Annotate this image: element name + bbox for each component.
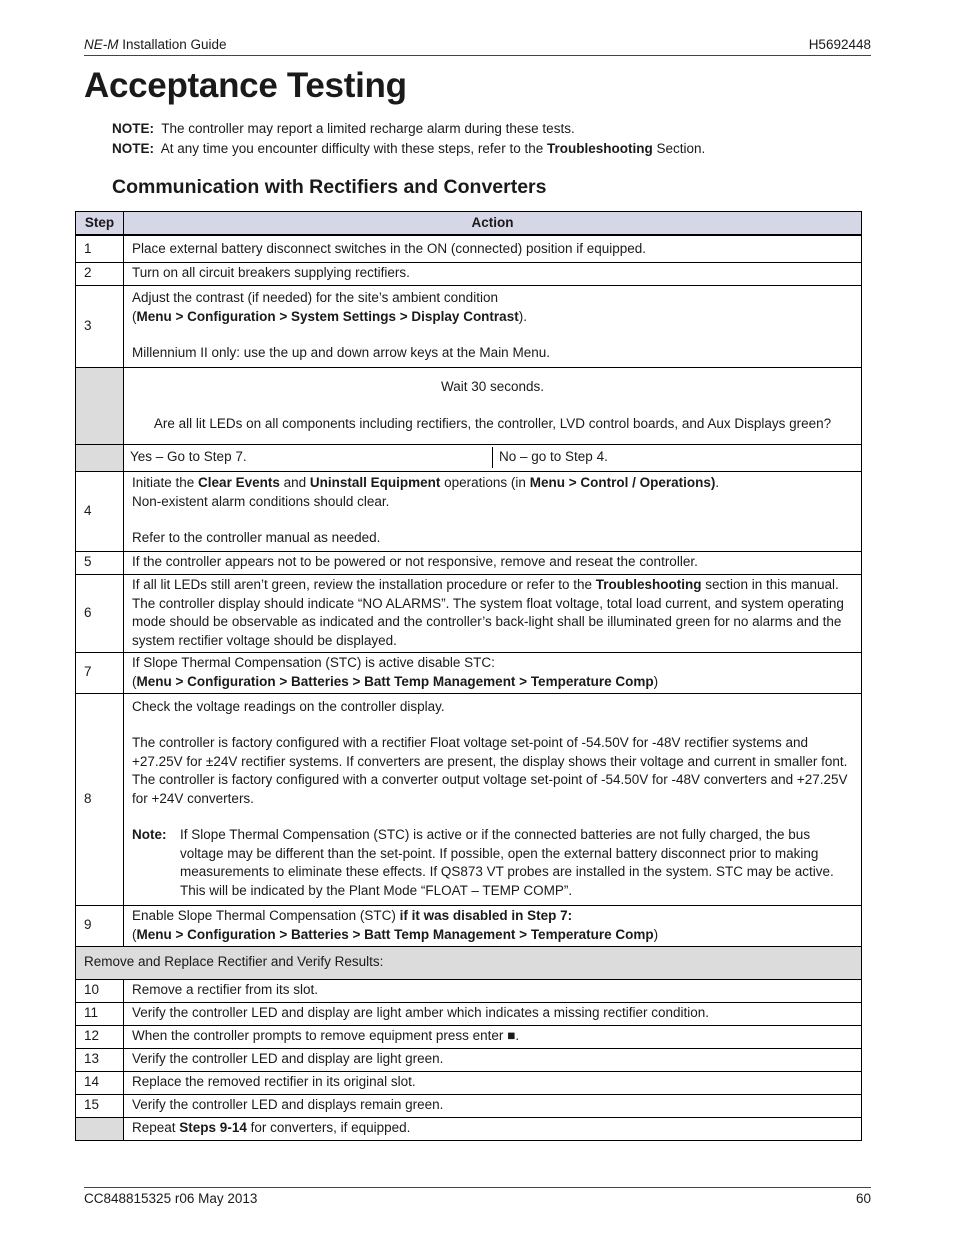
table-row — [76, 285, 862, 367]
menu-path: Menu > Control / Operations) — [529, 475, 716, 491]
table-row — [76, 693, 862, 905]
paren: ) — [653, 673, 659, 689]
note-2 — [112, 139, 705, 159]
doc-number: H5692448 — [808, 37, 871, 52]
steps-ref: Steps 9-14 — [179, 1120, 247, 1136]
section-row — [76, 946, 862, 979]
doc-reference: CC848815325 r06 May 2013 — [84, 1191, 258, 1206]
menu-path-line — [132, 308, 853, 327]
page-footer — [84, 1187, 871, 1206]
step-text: Refer to the controller manual as needed. — [132, 530, 381, 546]
table-row — [76, 574, 862, 652]
table-row — [76, 551, 862, 574]
step-action: When the controller prompts to remove equipment press enter ■. — [124, 1025, 862, 1048]
note-1 — [112, 119, 705, 139]
step-number: 15 — [76, 1094, 124, 1117]
product-name: NE-M — [84, 37, 119, 52]
uninstall-equipment-ref: Uninstall Equipment — [309, 475, 441, 491]
step-action: Replace the removed rectifier in its original slot. — [124, 1071, 862, 1094]
note-label: NOTE: — [112, 141, 154, 156]
troubleshooting-ref: Troubleshooting — [595, 577, 702, 592]
note-label: NOTE: — [112, 121, 154, 136]
step-number: 12 — [76, 1025, 124, 1048]
section-row-label: Remove and Replace Rectifier and Verify Results: — [76, 946, 862, 979]
paren: ) — [653, 926, 659, 942]
clear-events-ref: Clear Events — [198, 475, 280, 491]
step-number: 2 — [76, 262, 124, 285]
table-row — [76, 367, 862, 444]
step-text: Millennium II only: use the up and down arrow keys at the Main Menu. — [132, 345, 550, 361]
step-action: Verify the controller LED and display are light green. — [124, 1048, 862, 1071]
note-text: The controller may report a limited recharge alarm during these tests. — [161, 121, 575, 136]
step-action: Remove a rectifier from its slot. — [124, 979, 862, 1002]
menu-path-line — [132, 926, 853, 945]
page-header — [84, 37, 871, 56]
table-row — [76, 471, 862, 551]
table-row — [76, 1002, 862, 1025]
table-row — [76, 262, 862, 285]
step-number: 3 — [76, 285, 124, 367]
step-text: If Slope Thermal Compensation (STC) is active disable STC: — [132, 655, 495, 670]
text-run: operations (in — [440, 475, 530, 491]
menu-path: Menu > Configuration > System Settings > Display Contrast — [136, 308, 519, 324]
table-row — [76, 979, 862, 1002]
step-text: Non-existent alarm conditions should clear. — [132, 493, 390, 509]
step-action — [124, 905, 862, 946]
troubleshooting-ref: Troubleshooting — [546, 141, 653, 156]
table-row — [76, 1048, 862, 1071]
step-text: The controller is factory configured with a rectifier Float voltage set-point of -54.50V for -48V rectifier systems and +27.25V for ±24V rectifier systems. If converters are present, the display shows their voltage and current in smaller font. The controller is factory configured with a converter output voltage set-point of -54.50V for -48V converters and +27.25V for +24V converters. — [132, 735, 848, 806]
table-row — [76, 1117, 862, 1140]
step-text — [132, 907, 853, 926]
guide-title — [84, 37, 227, 52]
notes — [112, 119, 705, 159]
step-action: Verify the controller LED and display are light amber which indicates a missing rectifier condition. — [124, 1002, 862, 1025]
paren: ). — [518, 308, 527, 324]
step-number: 5 — [76, 551, 124, 574]
yes-no-cell — [124, 444, 862, 471]
empty-step-cell — [76, 444, 124, 471]
guide-suffix: Installation Guide — [118, 37, 227, 52]
step-number: 8 — [76, 693, 124, 905]
table-row — [76, 1025, 862, 1048]
text-run: If all lit LEDs still aren’t green, review the installation procedure or refer to the — [132, 577, 596, 592]
note-text: If Slope Thermal Compensation (STC) is active or if the connected batteries are not fully charged, the bus voltage may be different than the set-point. If possible, open the external battery disconnect prior to making measurements to eliminate these effects. If QS873 VT probes are installed in the system. STC may be active. This will be indicated by the Plant Mode “FLOAT – TEMP COMP”. — [180, 827, 834, 898]
table-row — [76, 235, 862, 262]
col-action-header: Action — [124, 212, 862, 236]
empty-step-cell — [76, 367, 124, 444]
text-run: section in this manual. The controller display should indicate “NO ALARMS”. The system float voltage, total load current, and system operating mode should be observable as indicated and the controller’s back-light shall be illuminated green for no alarms and the system rectifier voltage should be displayed. — [132, 577, 844, 648]
step-action — [124, 1117, 862, 1140]
empty-step-cell — [76, 1117, 124, 1140]
table-row — [76, 652, 862, 693]
text-run: Enable Slope Thermal Compensation (STC) — [132, 908, 400, 923]
step-number: 4 — [76, 471, 124, 551]
paren: ( — [132, 926, 137, 942]
text-run: for converters, if equipped. — [246, 1120, 411, 1136]
condition-text: if it was disabled in Step 7: — [399, 908, 573, 923]
menu-path: Menu > Configuration > Batteries > Batt Temp Management > Temperature Comp — [136, 673, 654, 689]
note-text: At any time you encounter difficulty with these steps, refer to the — [160, 141, 547, 156]
text-run: and — [279, 475, 310, 491]
page-number: 60 — [855, 1191, 871, 1206]
section-title: Communication with Rectifiers and Converters — [112, 176, 547, 198]
step-number: 10 — [76, 979, 124, 1002]
note-label: Note: — [132, 827, 167, 843]
step-action — [124, 693, 862, 905]
table-row — [76, 905, 862, 946]
table-row — [76, 1071, 862, 1094]
step-number: 11 — [76, 1002, 124, 1025]
menu-path-line — [132, 673, 853, 692]
table-row — [76, 1094, 862, 1117]
decision-question — [124, 367, 862, 444]
question-text: Are all lit LEDs on all components including rectifiers, the controller, LVD control boards, and Aux Displays green? — [153, 415, 832, 431]
step-action — [124, 652, 862, 693]
step-note — [132, 826, 853, 900]
steps-table — [75, 211, 862, 1141]
text-run: Repeat — [132, 1120, 180, 1136]
note-text-end: Section. — [652, 141, 706, 156]
step-text — [132, 474, 853, 493]
wait-text: Wait 30 seconds. — [440, 379, 545, 394]
no-branch: No – go to Step 4. — [499, 449, 608, 465]
table-header-row — [76, 212, 862, 236]
step-action: Place external battery disconnect switches in the ON (connected) position if equipped. — [124, 235, 862, 262]
step-action: Verify the controller LED and displays remain green. — [124, 1094, 862, 1117]
text-run: Initiate the — [132, 475, 199, 491]
text-run: . — [715, 475, 720, 491]
step-number: 6 — [76, 574, 124, 652]
step-action — [124, 285, 862, 367]
step-action — [124, 574, 862, 652]
paren: ( — [132, 673, 137, 689]
step-number: 7 — [76, 652, 124, 693]
step-number: 9 — [76, 905, 124, 946]
step-action: If the controller appears not to be powered or not responsive, remove and reseat the controller. — [124, 551, 862, 574]
col-step-header: Step — [76, 212, 124, 236]
table-row — [76, 444, 862, 471]
step-text: Check the voltage readings on the controller display. — [132, 698, 445, 714]
yes-branch: Yes – Go to Step 7. — [124, 447, 493, 468]
step-number: 14 — [76, 1071, 124, 1094]
step-number: 1 — [76, 235, 124, 262]
step-number: 13 — [76, 1048, 124, 1071]
page-title: Acceptance Testing — [84, 66, 407, 105]
step-action — [124, 471, 862, 551]
step-text: Adjust the contrast (if needed) for the site’s ambient condition — [132, 290, 498, 306]
menu-path: Menu > Configuration > Batteries > Batt Temp Management > Temperature Comp — [136, 926, 654, 942]
paren: ( — [132, 308, 137, 324]
step-action: Turn on all circuit breakers supplying rectifiers. — [124, 262, 862, 285]
